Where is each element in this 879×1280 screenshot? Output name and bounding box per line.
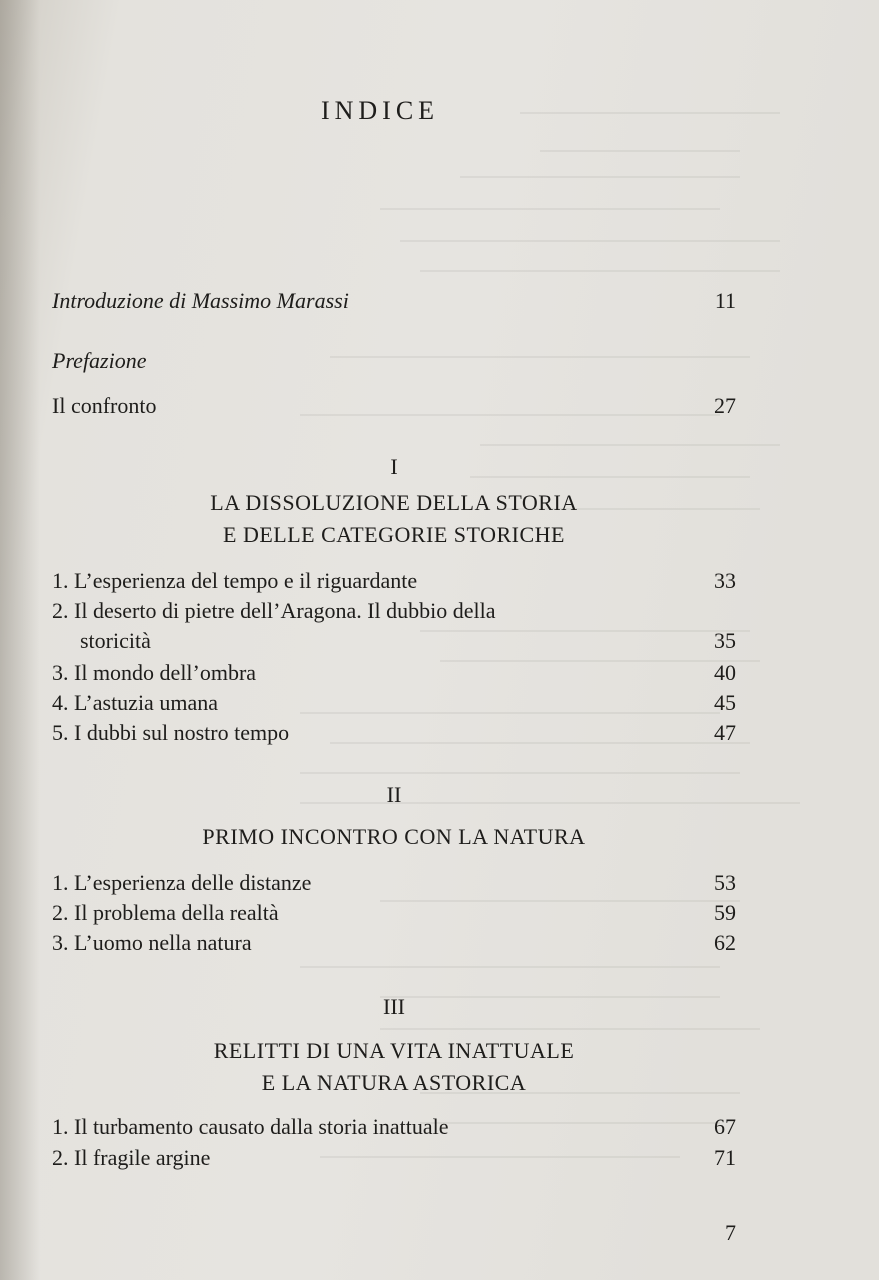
toc-entry-text: 2. Il deserto di pietre dell’Aragona. Il dubbio della <box>52 598 496 623</box>
page-title: INDICE <box>320 96 440 125</box>
toc-entry-text: 5. I dubbi sul nostro tempo <box>52 720 290 745</box>
toc-page-number: 53 <box>714 870 736 895</box>
toc-page-number: 11 <box>714 288 736 313</box>
toc-page-number: 67 <box>714 1114 736 1139</box>
part-title-line: PRIMO INCONTRO CON LA NATURA <box>202 824 586 849</box>
part-numeral: I <box>390 454 398 479</box>
toc-entry-text: 2. Il fragile argine <box>52 1145 211 1170</box>
toc-entry-text: 3. Il mondo dell’ombra <box>52 660 257 685</box>
part-title-line: E LA NATURA ASTORICA <box>261 1070 527 1095</box>
toc-page-number: 27 <box>714 393 736 418</box>
toc-page-number: 59 <box>714 900 736 925</box>
toc-page-number: 71 <box>714 1145 736 1170</box>
page-gutter-shadow <box>0 0 40 1280</box>
toc-page-number: 45 <box>714 690 736 715</box>
toc-page-number: 62 <box>714 930 736 955</box>
part-numeral: III <box>383 994 405 1019</box>
part-title-line: RELITTI DI UNA VITA INATTUALE <box>213 1038 575 1063</box>
part-title-line: LA DISSOLUZIONE DELLA STORIA <box>210 490 578 515</box>
page-number: 7 <box>725 1220 736 1245</box>
toc-entry-text: 4. L’astuzia umana <box>52 690 218 715</box>
part-title-line: E DELLE CATEGORIE STORICHE <box>223 522 565 547</box>
toc-entry-text: 2. Il problema della realtà <box>52 900 279 925</box>
toc-entry-text: Prefazione <box>52 348 147 373</box>
toc-page-number: 35 <box>714 628 736 653</box>
toc-page-number: 40 <box>714 660 736 685</box>
toc-page-number: 33 <box>714 568 736 593</box>
toc-entry-text: storicità <box>80 628 151 653</box>
toc-entry-text: 3. L’uomo nella natura <box>52 930 252 955</box>
part-numeral: II <box>386 782 402 807</box>
toc-entry-text: 1. Il turbamento causato dalla storia inattuale <box>52 1114 449 1139</box>
toc-entry-text: 1. L’esperienza delle distanze <box>52 870 312 895</box>
toc-entry-text: Il confronto <box>52 393 157 418</box>
toc-page-number: 47 <box>714 720 736 745</box>
toc-entry-text: Introduzione di Massimo Marassi <box>52 288 349 313</box>
toc-entry-text: 1. L’esperienza del tempo e il riguardante <box>52 568 418 593</box>
